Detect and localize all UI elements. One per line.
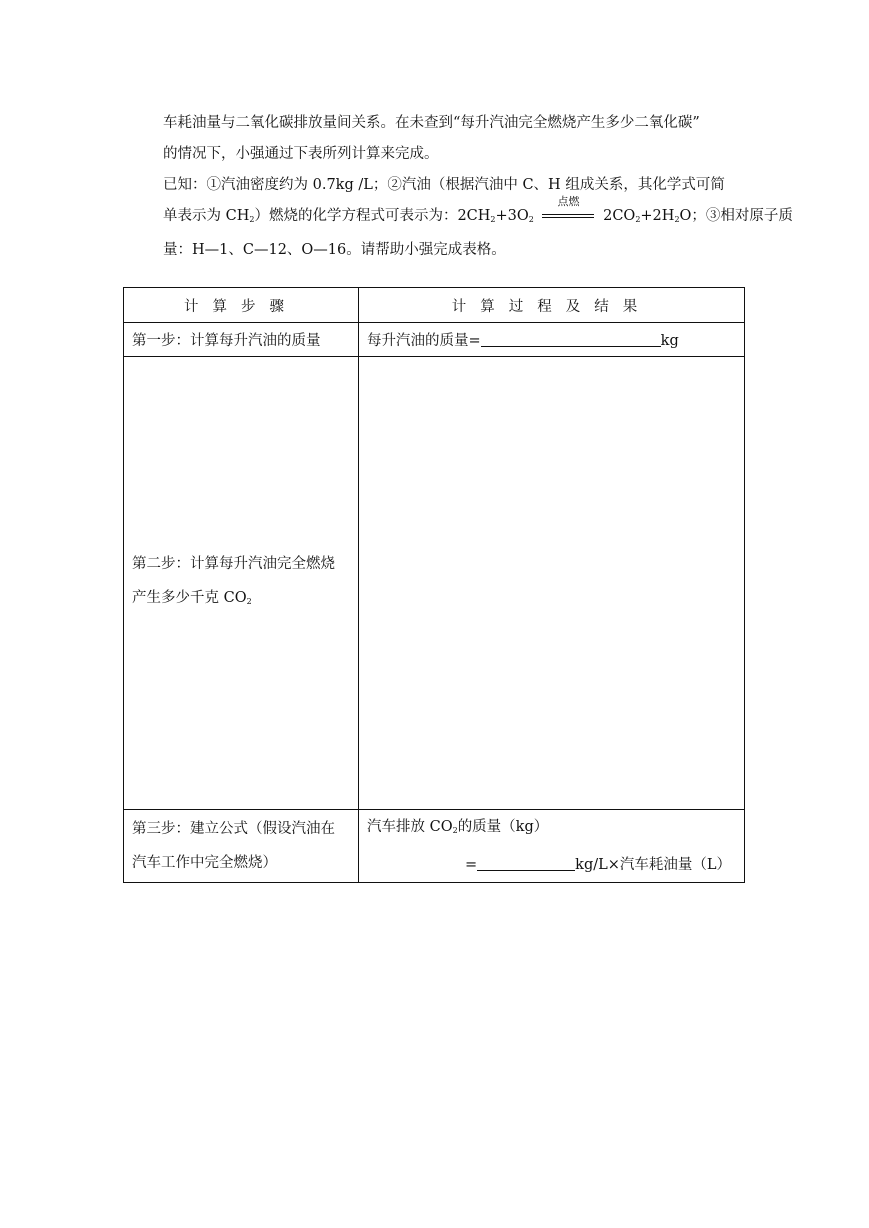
intro-line-3: 已知：①汽油密度约为 0.7kg /L；②汽油（根据汽油中 C、H 组成关系，其化学式可简 [163, 177, 725, 193]
step2-answer-area[interactable] [359, 357, 745, 810]
intro-line-5: 量：H—1、C—12、O—16。请帮助小强完成表格。 [163, 242, 506, 258]
header-process: 计算过程及结果 [359, 288, 745, 323]
intro-line-2: 的情况下，小强通过下表所列计算来完成。 [163, 146, 439, 162]
step1-label: 第一步：计算每升汽油的质量 [124, 323, 359, 357]
reaction-arrow [542, 195, 594, 224]
step2-label: 第二步：计算每升汽油完全燃烧 产生多少千克 $CO_2$ [124, 357, 359, 810]
table-row [124, 357, 745, 810]
step3-answer: 汽车排放 $CO_2$的质量（kg） = kg/L×汽车耗油量（L） [359, 810, 745, 883]
table-row [124, 323, 745, 357]
step1-blank[interactable] [481, 332, 661, 347]
calculation-table [123, 287, 745, 883]
intro-line-1: 车耗油量与二氧化碳排放量间关系。在未查到“每升汽油完全燃烧产生多少二氧化碳” [163, 115, 700, 131]
table-header-row [124, 288, 745, 323]
table-row [124, 810, 745, 883]
reaction-condition: 点燃 [557, 195, 580, 208]
intro-line-4: 单表示为 $CH_2$）燃烧的化学方程式可表示为：$2CH_2+3O_2$ 点燃 $2CO_2+2H_2O$；③相对原子质 [163, 195, 793, 224]
step3-blank[interactable] [477, 856, 575, 871]
step1-answer: 每升汽油的质量= kg [359, 323, 745, 357]
header-step: 计算步骤 [124, 288, 359, 323]
step3-label: 第三步：建立公式（假设汽油在 汽车工作中完全燃烧） [124, 810, 359, 883]
intro-paragraph [163, 108, 793, 266]
